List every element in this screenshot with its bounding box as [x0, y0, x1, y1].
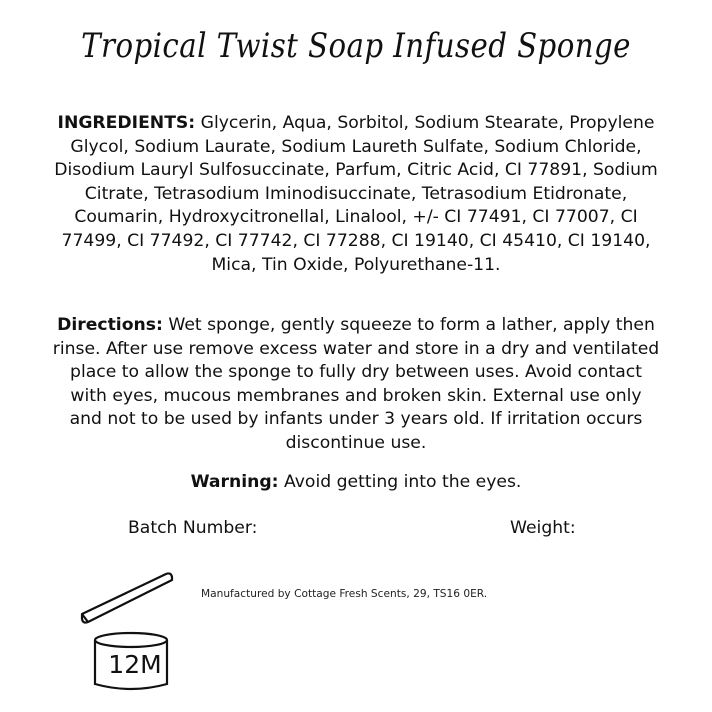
ingredients-section	[52, 112, 660, 277]
warning-text: Avoid getting into the eyes.	[284, 472, 522, 492]
warning-heading: Warning:	[190, 472, 279, 492]
directions-heading: Directions:	[57, 315, 163, 335]
manufacturer-info: Manufactured by Cottage Fresh Scents, 29, TS16 0ER.	[201, 588, 488, 600]
ingredients-list: Glycerin, Aqua, Sorbitol, Sodium Stearate, Propylene Glycol, Sodium Laurate, Sodium Laureth Sulfate, Sodium Chloride, Disodium Lauryl Sulfosuccinate, Parfum, Citric Acid, CI 77891, Sodium Citrate, Tetrasodium Iminodisuccinate, Tetrasodium Etidronate, Coumarin, Hydroxycitronellal, Linalool, +/- CI 77491, CI 77007, CI 77499, CI 77492, CI 77742, CI 77288, CI 19140, CI 45410, CI 19140, Mica, Tin Oxide, Polyurethane-11.	[54, 113, 658, 275]
batch-number-label: Batch Number:	[128, 518, 258, 538]
ingredients-heading: INGREDIENTS:	[57, 113, 196, 133]
directions-section	[52, 314, 660, 456]
warning-section	[52, 471, 660, 495]
period-after-opening-label: 12M	[108, 650, 162, 679]
product-title: Tropical Twist Soap Infused Sponge	[81, 26, 631, 66]
directions-text: Wet sponge, gently squeeze to form a lather, apply then rinse. After use remove excess water and store in a dry and ventilated place to allow the sponge to fully dry between uses. Avoid contact with eyes, mucous membranes and broken skin. External use only and not to be used by infants under 3 years old. If irritation occurs discontinue use.	[52, 315, 660, 453]
weight-label: Weight:	[510, 518, 576, 538]
